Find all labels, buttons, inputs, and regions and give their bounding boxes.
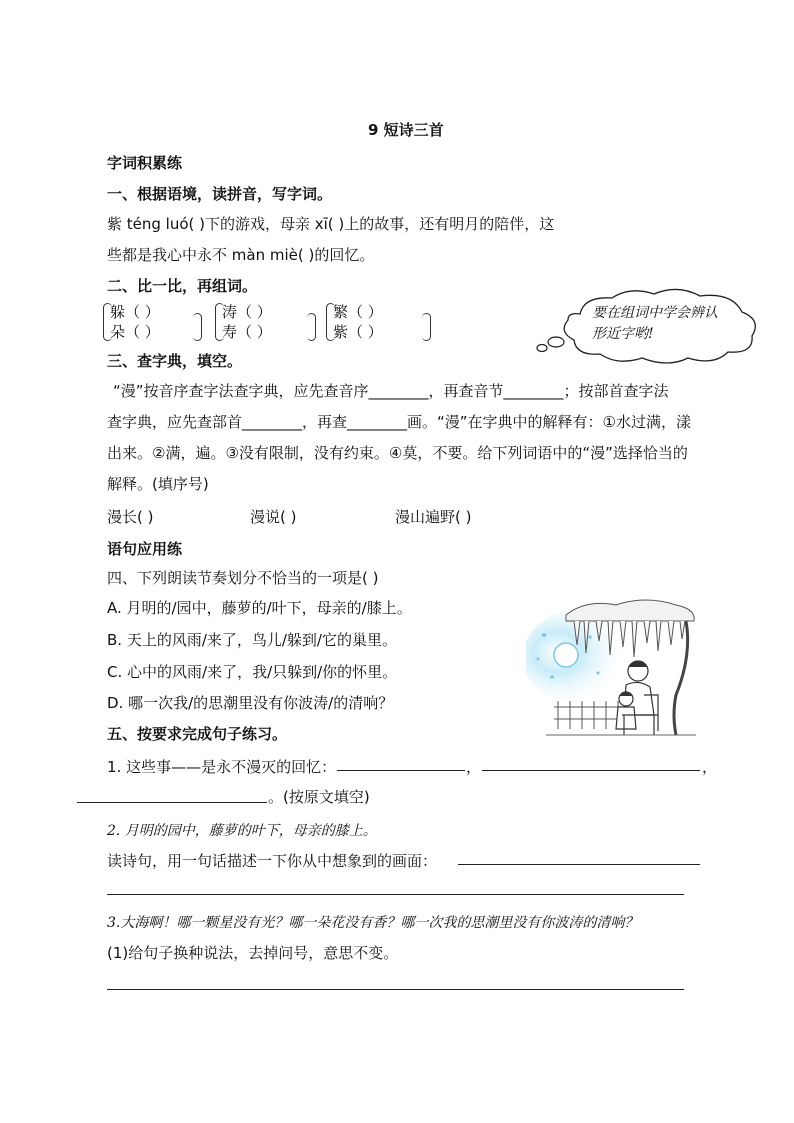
q5-item1-tail: 。(按原文填空): [268, 788, 370, 806]
q3-line-1: “漫”按音序查字法查字典，应先查音序________，再查音节________；按部首查字法: [113, 382, 669, 400]
q5-item1-comma: ，: [466, 758, 482, 776]
answer-line[interactable]: [458, 864, 700, 865]
q3-heading: 三、查字典，填空。: [107, 352, 243, 370]
q5-item2-prompt: 读诗句，用一句话描述一下你从中想象到的画面：: [107, 852, 438, 870]
q3-word-2: 漫说( ): [250, 508, 297, 526]
q5-item2-quote: 2. 月明的园中，藤萝的叶下，母亲的膝上。: [107, 823, 377, 839]
page-title: 9 短诗三首: [368, 121, 444, 139]
answer-line[interactable]: [77, 802, 267, 803]
compare-word-a: 涛（ ）: [222, 303, 272, 321]
q4-option-a: A. 月明的/园中，藤萝的/叶下，母亲的/膝上。: [107, 599, 412, 617]
q5-item3-sub: (1)给句子换种说法，去掉问号，意思不变。: [107, 944, 399, 962]
q1-line-2: 些都是我心中永不 màn miè( )的回忆。: [107, 246, 375, 264]
moon-icon: [554, 643, 578, 667]
moonlit-garden-illustration: [526, 595, 706, 745]
compare-word-a: 繁（ ）: [333, 303, 383, 321]
compare-word-b: 紫（ ）: [333, 323, 383, 341]
answer-line[interactable]: [107, 894, 684, 895]
bubble-text-1: 要在组词中学会辨认: [592, 305, 718, 321]
q3-line-4: 解释。(填序号): [107, 475, 209, 493]
q3-line-2: 查字典，应先查部首________，再查________画。“漫”在字典中的解释有：①水过满，漾: [107, 413, 691, 431]
tip-bubble: [532, 286, 762, 366]
compare-word-b: 朵（ ）: [110, 323, 160, 341]
section-heading-sentences: 语句应用练: [107, 540, 183, 558]
q3-word-1: 漫长( ): [107, 508, 154, 526]
q5-item1-comma-2: ，: [702, 758, 718, 776]
compare-word-a: 躲（ ）: [110, 303, 160, 321]
q5-item3-quote: 3.大海啊！哪一颗星没有光？哪一朵花没有香？哪一次我的思潮里没有你波涛的清响？: [107, 915, 639, 931]
answer-line[interactable]: [482, 770, 700, 771]
q5-item1-text: 1. 这些事——是永不漫灭的回忆：: [107, 758, 337, 776]
q5-heading: 五、按要求完成句子练习。: [107, 725, 288, 743]
q2-heading: 二、比一比，再组词。: [107, 277, 258, 295]
section-heading-vocabulary: 字词积累练: [107, 154, 183, 172]
q4-option-d: D. 哪一次我/的思潮里没有你波涛/的清响？: [107, 694, 394, 712]
q1-heading: 一、根据语境，读拼音，写字词。: [107, 185, 333, 203]
compare-word-b: 寿（ ）: [222, 323, 272, 341]
answer-line[interactable]: [337, 770, 465, 771]
q1-line-1: 紫 téng luó( )下的游戏，母亲 xī( )上的故事，还有明月的陪伴，这: [107, 215, 555, 233]
bubble-text-2: 形近字哟!: [592, 326, 654, 342]
q4-option-b: B. 天上的风雨/来了，鸟儿/躲到/它的巢里。: [107, 631, 397, 649]
q4-option-c: C. 心中的风雨/来了，我/只躲到/你的怀里。: [107, 663, 398, 681]
q3-line-3: 出来。②满，遍。③没有限制，没有约束。④莫，不要。给下列词语中的“漫”选择恰当的: [107, 444, 688, 462]
q4-heading: 四、下列朗读节奏划分不恰当的一项是( ): [107, 569, 379, 587]
q3-word-3: 漫山遍野( ): [395, 508, 472, 526]
answer-line[interactable]: [107, 989, 684, 990]
